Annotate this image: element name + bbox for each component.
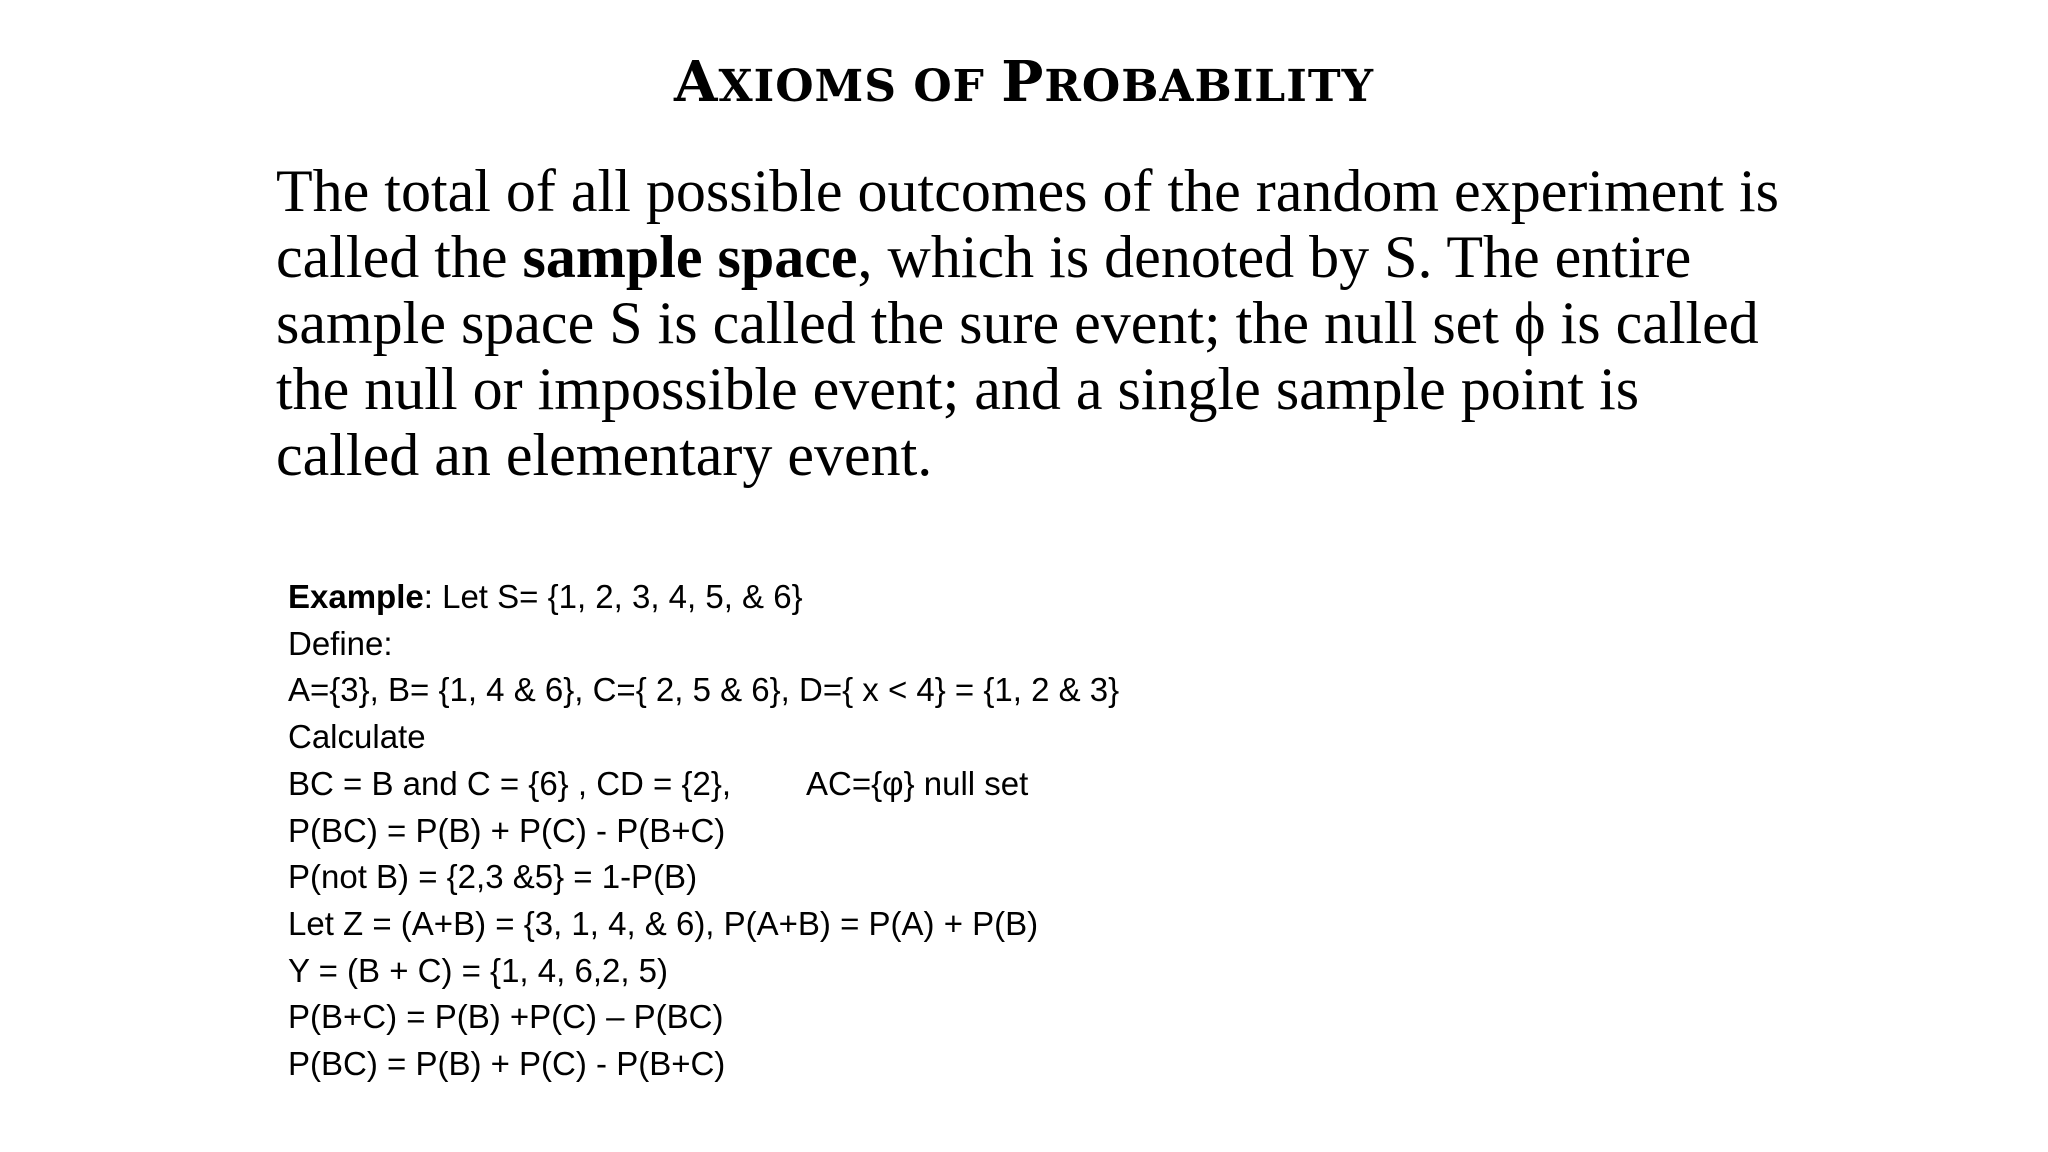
ac-null-set-text: AC={φ} null set — [806, 764, 1029, 802]
example-line: Define: — [288, 624, 393, 662]
bc-cd-text: BC = B and C = {6} , CD = {2}, — [288, 764, 732, 802]
example-line: Y = (B + C) = {1, 4, 6,2, 5) — [288, 951, 669, 989]
example-line: Calculate — [288, 718, 426, 756]
sample-space-term: sample space — [522, 224, 858, 290]
example-block — [288, 574, 1119, 1088]
title-part-axioms: XIOMS OF — [718, 61, 1002, 112]
intro-paragraph — [276, 158, 1876, 488]
title-initial-p: P — [1001, 49, 1045, 115]
title-part-probability: ROBABILITY — [1044, 61, 1374, 112]
example-line: P(not B) = {2,3 &5} = 1-P(B) — [288, 858, 698, 896]
intro-line-2-start: called the — [276, 224, 523, 290]
intro-line-2-end: , which is denoted by S. The entire — [857, 224, 1692, 290]
example-heading — [288, 574, 1119, 621]
example-label: Example — [288, 578, 424, 615]
example-line: P(BC) = P(B) + P(C) - P(B+C) — [288, 1045, 726, 1083]
example-line-bc — [288, 761, 1119, 808]
intro-line-3: sample space S is called the sure event; the null set ϕ is called — [276, 290, 1759, 356]
intro-line-2 — [276, 224, 1876, 290]
example-sample-set: : Let S= {1, 2, 3, 4, 5, & 6} — [423, 578, 803, 615]
intro-line-5: called an elementary event. — [276, 422, 933, 488]
intro-line-4: the null or impossible event; and a single sample point is — [276, 356, 1640, 422]
example-line: P(BC) = P(B) + P(C) - P(B+C) — [288, 811, 726, 849]
title-initial-a: A — [674, 49, 719, 115]
example-line: P(B+C) = P(B) +P(C) – P(BC) — [288, 998, 724, 1036]
slide-title — [0, 49, 2048, 117]
example-line: Let Z = (A+B) = {3, 1, 4, & 6), P(A+B) = P(A) + P(B) — [288, 904, 1039, 942]
intro-line-1: The total of all possible outcomes of the random experiment is — [276, 158, 1779, 224]
example-line: A={3}, B= {1, 4 & 6}, C={ 2, 5 & 6}, D={ x < 4} = {1, 2 & 3} — [288, 671, 1120, 709]
